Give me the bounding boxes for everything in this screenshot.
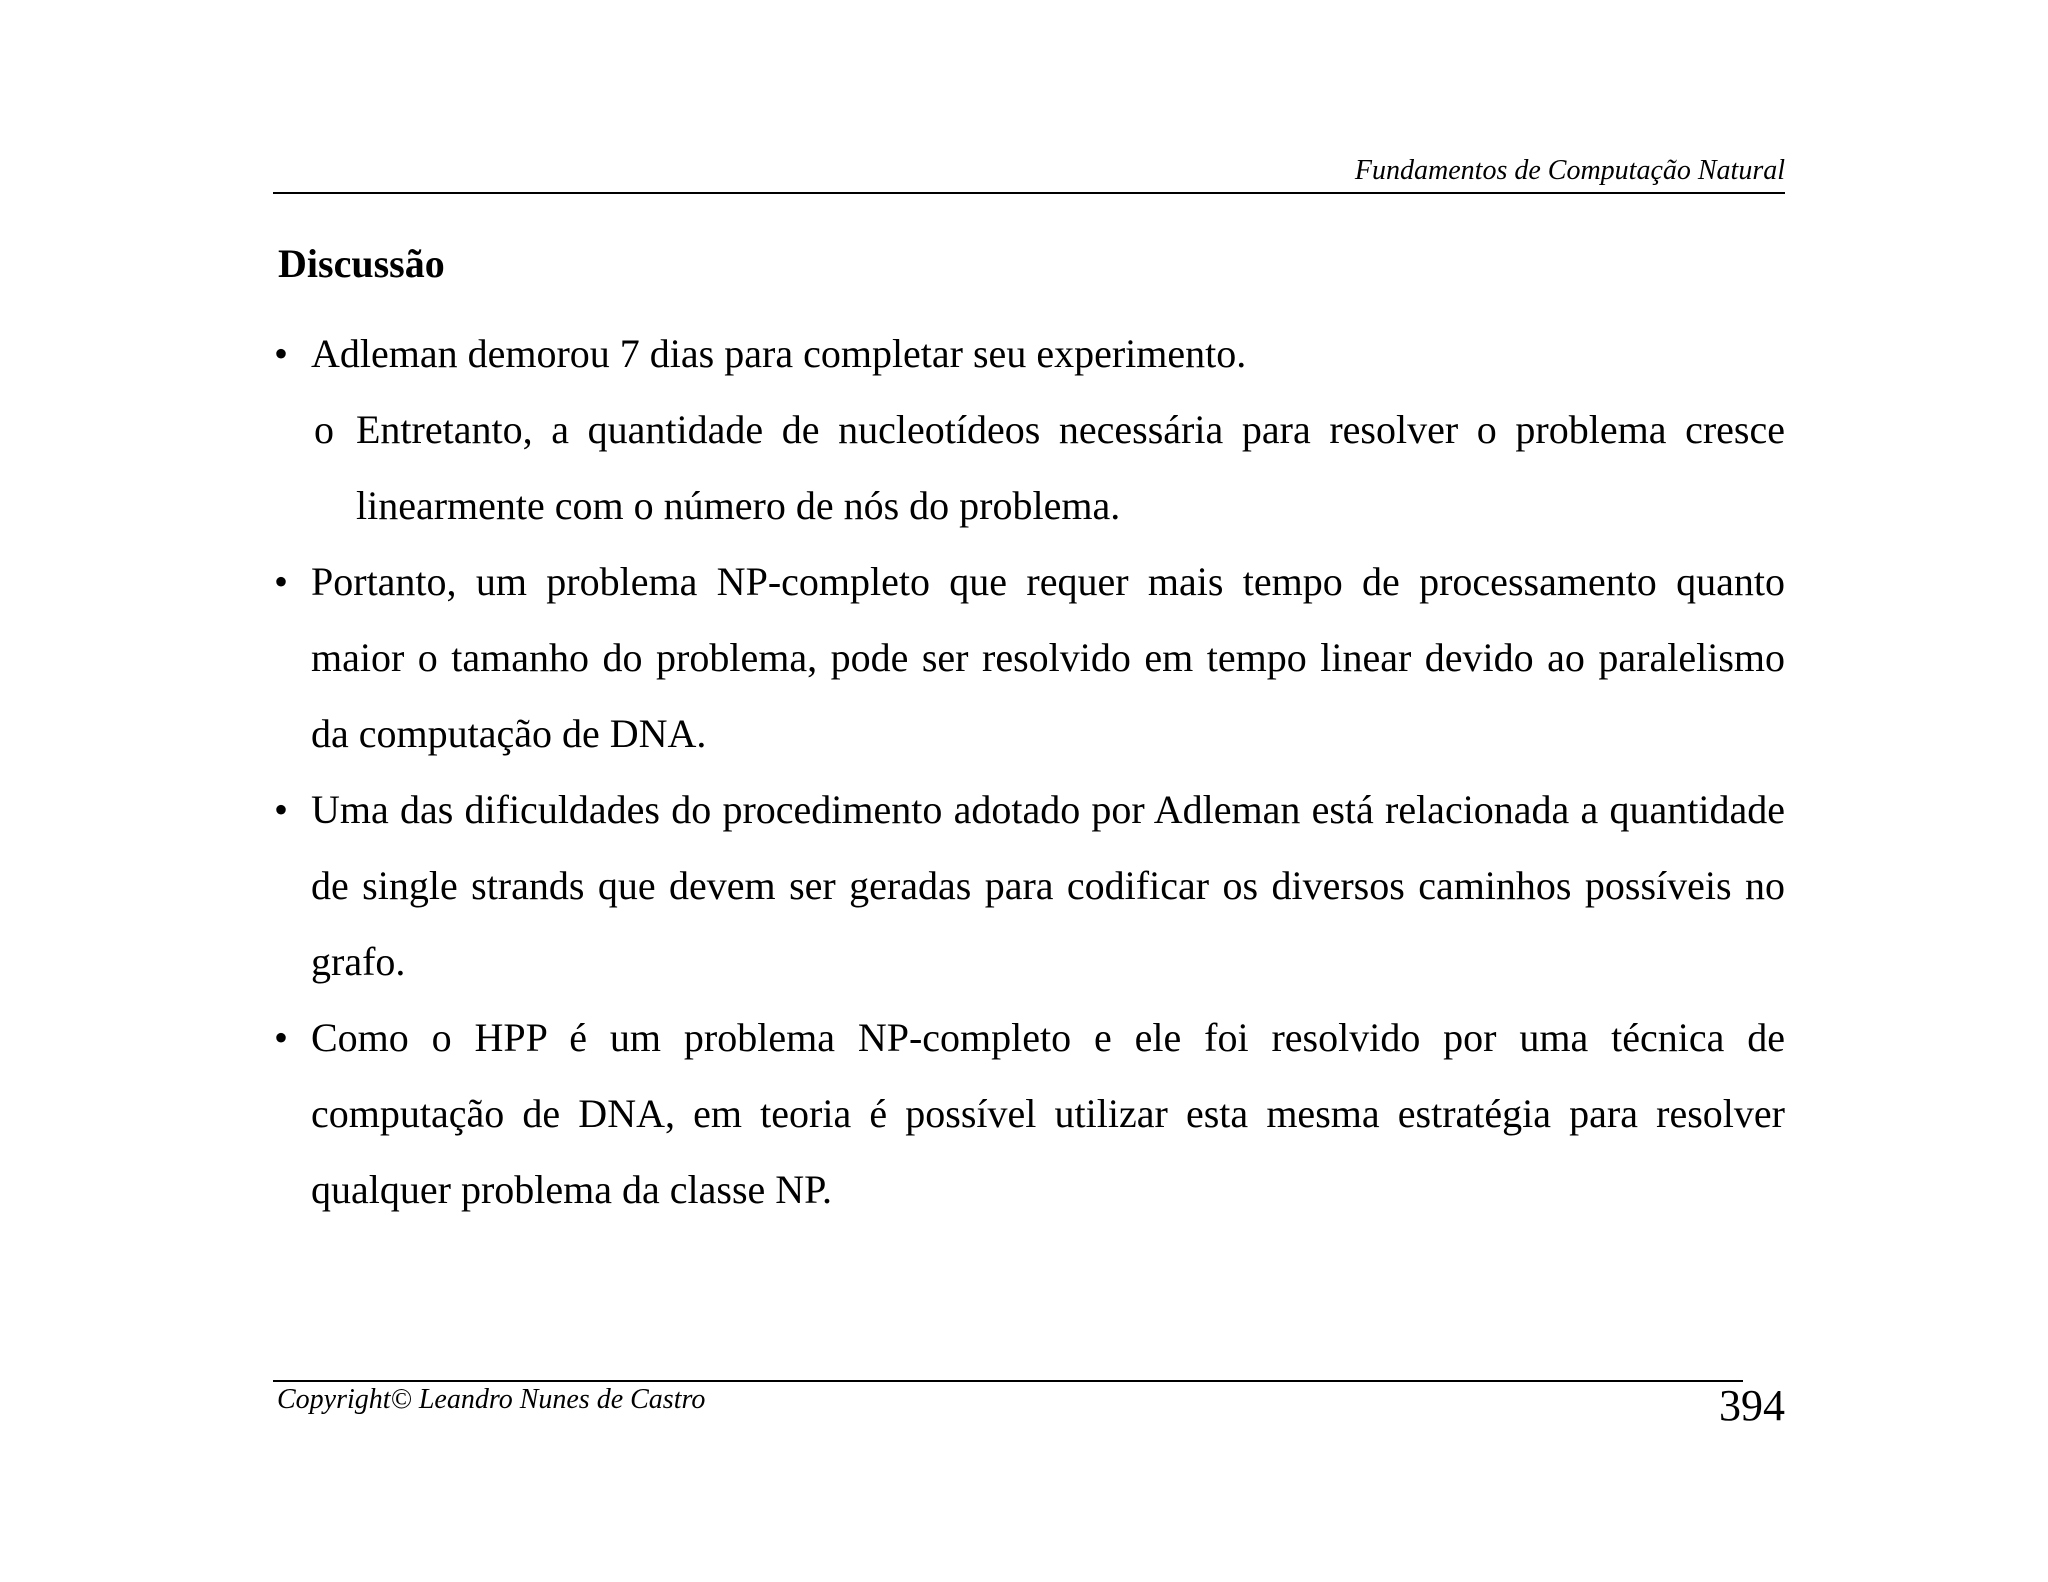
list-item (274, 544, 1785, 772)
section-title: Discussão (278, 241, 445, 286)
list-item-text: Portanto, um problema NP-completo que requer mais tempo de processamento quanto maior o tamanho do problema, pode ser resolvido em tempo linear devido ao paralelismo da computação de DNA. (311, 559, 1785, 756)
bullet-marker: • (274, 1015, 289, 1060)
list-item (274, 772, 1785, 1000)
sub-list-item (274, 392, 1785, 544)
list-item-text: Uma das dificuldades do procedimento adotado por Adleman está relacionada a quantidade de single strands que devem ser geradas para codificar os diversos caminhos possíveis no grafo. (311, 787, 1785, 984)
bullet-marker: • (274, 787, 289, 832)
footer-copyright: Copyright© Leandro Nunes de Castro (277, 1384, 706, 1415)
bullet-list (274, 316, 1785, 1228)
list-item-text: Entretanto, a quantidade de nucleotídeos necessária para resolver o problema cresce linearmente com o número de nós do problema. (356, 407, 1785, 528)
bullet-marker: • (274, 559, 289, 604)
bullet-marker: • (274, 331, 289, 376)
running-header: Fundamentos de Computação Natural (1354, 155, 1785, 186)
list-item-text: Como o HPP é um problema NP-completo e ele foi resolvido por uma técnica de computação de DNA, em teoria é possível utilizar esta mesma estratégia para resolver qualquer problema da classe NP. (311, 1015, 1785, 1212)
footer-rule (273, 1380, 1743, 1382)
page-number: 394 (1719, 1381, 1785, 1430)
header-rule (273, 192, 1785, 194)
list-item (274, 1000, 1785, 1228)
list-item (274, 316, 1785, 392)
list-item-text: Adleman demorou 7 dias para completar seu experimento. (311, 331, 1247, 376)
sub-bullet-marker: o (314, 407, 334, 452)
